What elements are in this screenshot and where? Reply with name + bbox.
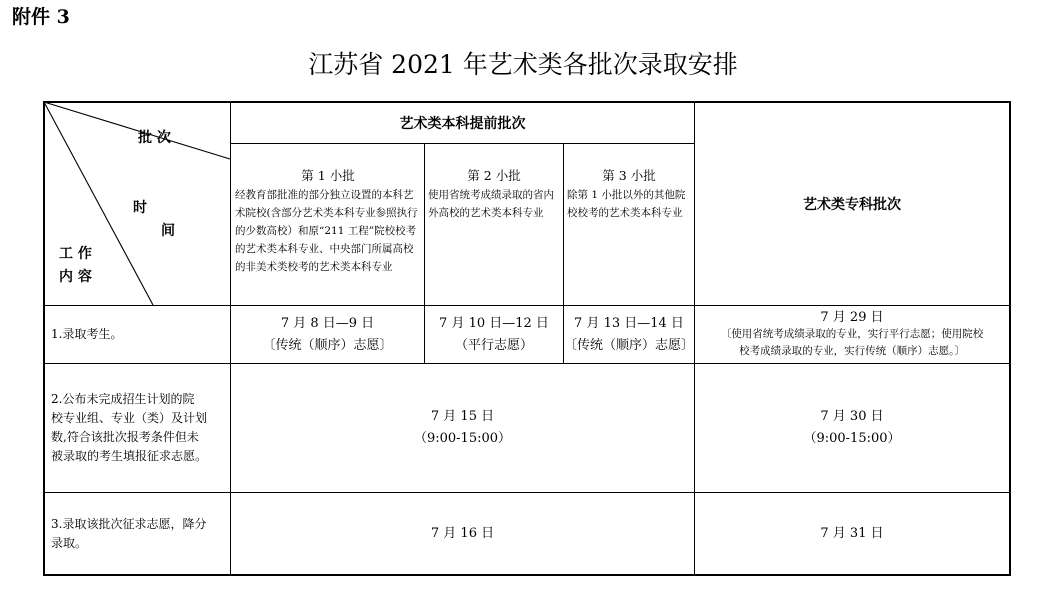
sub-batch-3-title: 第 3 小批 [602,168,656,183]
row1-sub3-note: 〔传统（顺序）志愿〕 [564,337,695,353]
row2-work-content [51,364,207,492]
row2-work-line-2: 校专业组、专业（类）及计划 [51,411,208,425]
row1-work-text: 1.录取考生。 [51,327,123,341]
row3-work-line-2: 录取。 [51,535,88,550]
row2-early-cell [231,364,694,492]
row1-sub2-date: 7 月 10 日—12 日 [439,315,549,331]
row2-work-line-3: 数,符合该批次报考条件但未 [51,430,199,444]
corner-batch-label: 批 次 [138,130,171,146]
sub-batch-1-desc: 经教育部批准的部分独立设置的本科艺术院校(含部分艺术类本科专业参照执行的少数高校）和原“211 工程”院校校考的艺术类本科专业、中央部门所属高校的非美术类校考的艺术类本科专业 [235,189,418,273]
row1-specialty-cell [695,306,1009,363]
sub-batch-3-desc: 除第 1 小批以外的其他院校校考的艺术类本科专业 [567,189,686,219]
row1-specialty-note-1: 〔使用省统考成绩录取的专业，实行平行志愿；使用院校 [720,328,984,340]
row2-work-line-1: 2.公布未完成招生计划的院 [51,392,195,406]
corner-time-label-2: 间 [161,223,175,239]
row2-early-date: 7 月 15 日 [430,409,495,424]
row1-sub2-cell [425,306,563,363]
row1-sub3-date: 7 月 13 日—14 日 [574,315,684,331]
specialty-batch-header [695,103,1009,305]
row1-sub1-date: 7 月 8 日—9 日 [280,315,375,331]
row2-specialty-time: （9:00-15:00） [803,431,901,446]
row3-early-cell [231,493,694,574]
specialty-batch-header-text: 艺术类专科批次 [803,197,901,213]
schedule-table [43,101,1011,576]
row1-specialty-date: 7 月 29 日 [820,310,884,325]
corner-work-label-2: 内 容 [59,269,92,285]
page-title: 江苏省 2021 年艺术类各批次录取安排 [308,50,738,79]
early-batch-header [231,103,694,143]
row3-work-line-1: 3.录取该批次征求志愿，降分 [51,516,207,531]
table-border-right [1009,101,1011,576]
row2-early-time: （9:00-15:00） [413,431,512,446]
sub-batch-1-title: 第 1 小批 [301,168,355,183]
early-batch-header-text: 艺术类本科提前批次 [399,116,526,132]
row1-work-content [51,306,122,363]
row1-sub2-note: （平行志愿） [454,337,533,353]
row1-specialty-note-2: 校考成绩录取的专业，实行传统（顺序）志愿。〕 [739,345,965,357]
row3-specialty-cell [695,493,1009,574]
sub-batch-3-header [567,144,691,305]
sub-batch-2-desc: 使用省统考成绩录取的省内外高校的艺术类本科专业 [428,189,554,219]
corner-time-label-1: 时 [133,200,147,216]
sub-batch-2-header [428,144,560,305]
row1-sub3-cell [564,306,694,363]
row2-work-line-4: 被录取的考生填报征求志愿。 [51,449,208,463]
sub-batch-2-title: 第 2 小批 [467,168,521,183]
attachment-label: 附件 3 [12,6,70,28]
corner-work-label-1: 工 作 [59,246,92,262]
row1-sub1-note: 〔传统（顺序）志愿〕 [262,337,393,353]
row3-specialty-date: 7 月 31 日 [820,525,884,541]
table-border-bottom [43,574,1011,576]
row1-sub1-cell [231,306,424,363]
row2-specialty-cell [695,364,1009,492]
row3-work-content [51,493,206,574]
row3-early-date: 7 月 16 日 [430,525,495,541]
sub-batch-1-header [235,144,421,305]
row2-specialty-date: 7 月 30 日 [820,409,884,424]
